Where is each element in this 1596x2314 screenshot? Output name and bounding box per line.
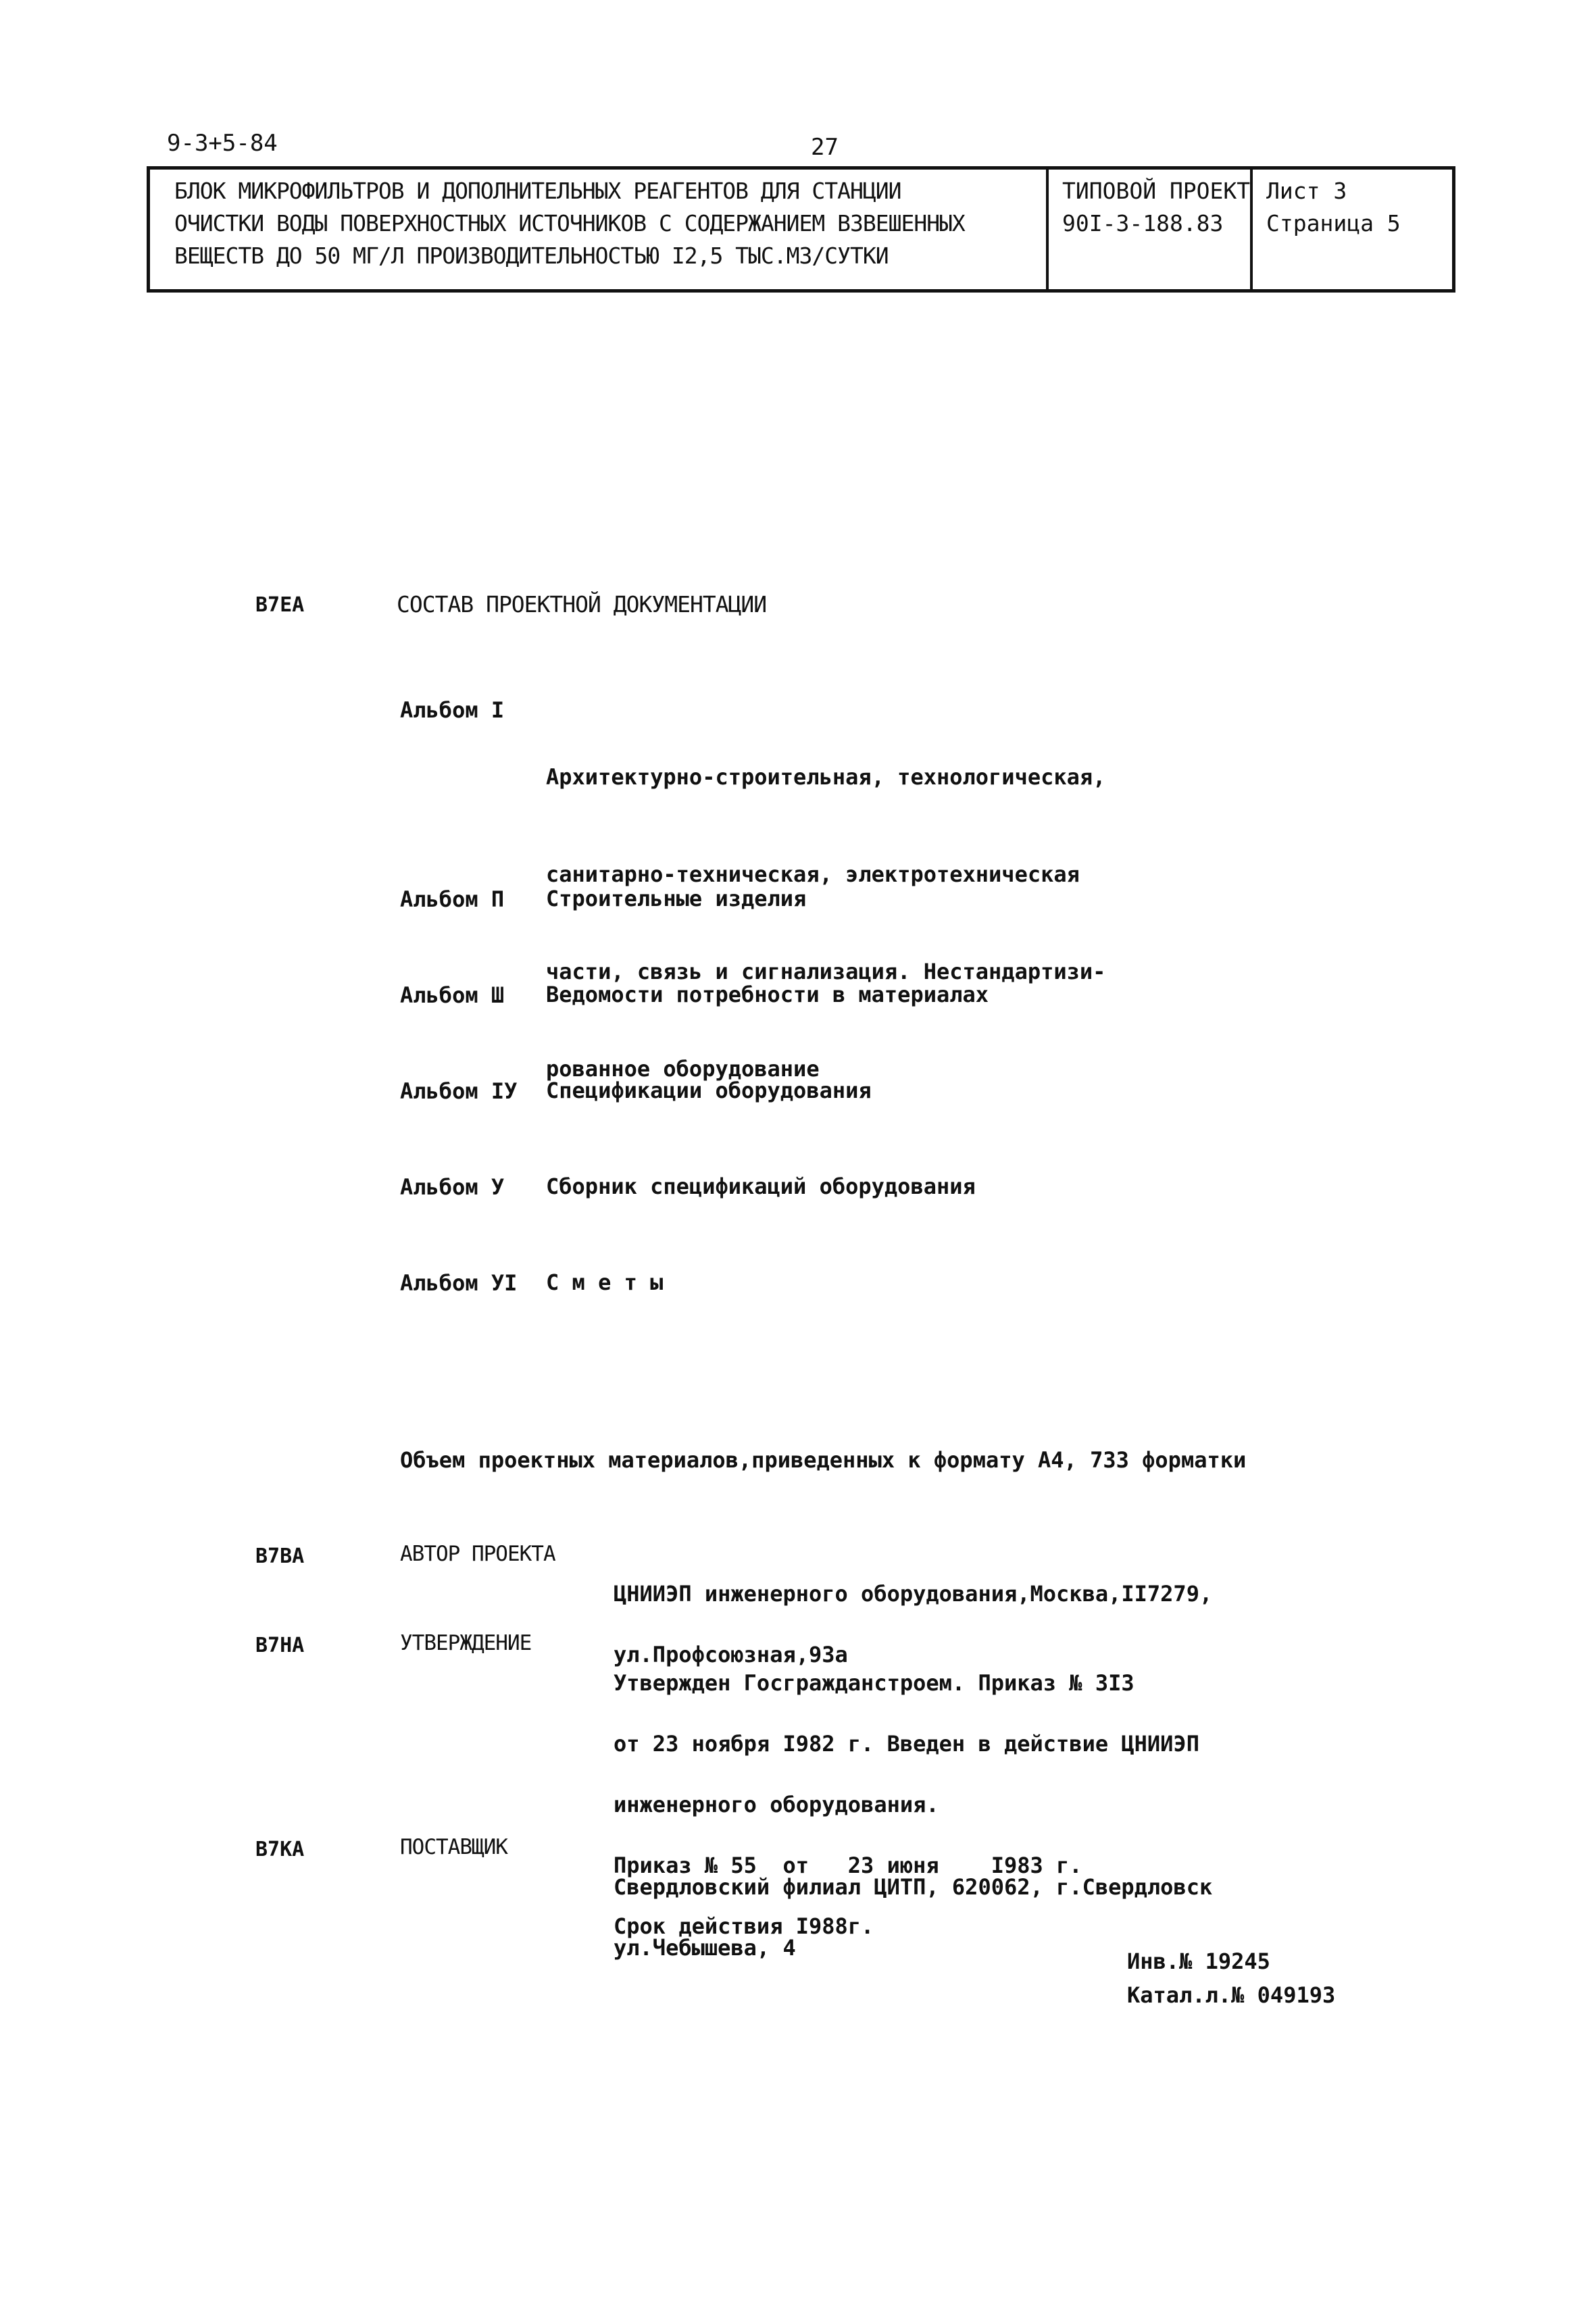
approval-line-5: Срок действия I988г. bbox=[614, 1913, 874, 1939]
sheet-label: Лист 3 bbox=[1266, 178, 1347, 204]
title-cell bbox=[150, 170, 1049, 289]
project-label: ТИПОВОЙ ПРОЕКТ bbox=[1062, 178, 1251, 204]
author-line-2: ул.Профсоюзная,93а bbox=[614, 1642, 848, 1667]
album-description-5: Сборник спецификаций оборудования bbox=[546, 1174, 976, 1199]
author-line-1: ЦНИИЭП инженерного оборудования,Москва,II7279, bbox=[614, 1581, 1213, 1607]
title-line-1: БЛОК МИКРОФИЛЬТРОВ И ДОПОЛНИТЕЛЬНЫХ РЕАГЕНТОВ ДЛЯ СТАНЦИИ bbox=[174, 178, 901, 204]
title-line-3: ВЕЩЕСТВ ДО 50 МГ/Л ПРОИЗВОДИТЕЛЬНОСТЬЮ I2,5 ТЫС.М3/СУТКИ bbox=[174, 243, 889, 269]
album-description-3: Ведомости потребности в материалах bbox=[546, 982, 989, 1007]
composition-code: В7ЕА bbox=[255, 593, 305, 617]
album-label-6: Альбом УI bbox=[400, 1270, 518, 1296]
supplier-line-1: Свердловский филиал ЦИТП, 620062, г.Свердловск bbox=[614, 1874, 1213, 1900]
approval-line-2: от 23 ноября I982 г. Введен в действие ЦНИИЭП bbox=[614, 1731, 1199, 1757]
inventory-number: Инв.№ 19245 bbox=[1127, 1948, 1270, 1974]
volume-statement: Объем проектных материалов,приведенных к формату А4, 733 форматки bbox=[400, 1447, 1247, 1473]
title-block bbox=[147, 166, 1455, 293]
album-label-1: Альбом I bbox=[400, 697, 505, 723]
page-number: 27 bbox=[811, 134, 839, 161]
author-code: В7ВА bbox=[255, 1544, 305, 1568]
album-label-2: Альбом П bbox=[400, 886, 505, 912]
supplier-text bbox=[614, 1836, 1212, 1978]
composition-heading: СОСТАВ ПРОЕКТНОЙ ДОКУМЕНТАЦИИ bbox=[397, 591, 767, 618]
supplier-code: В7КА bbox=[255, 1838, 305, 1861]
author-label: АВТОР ПРОЕКТА bbox=[400, 1542, 555, 1566]
album-1-line-1: Архитектурно-строительная, технологическая, bbox=[546, 764, 1106, 790]
project-number: 90I-3-188.83 bbox=[1062, 210, 1224, 236]
supplier-label: ПОСТАВЩИК bbox=[400, 1835, 507, 1859]
approval-code: В7НА bbox=[255, 1634, 305, 1657]
document-code: 9-3+5-84 bbox=[167, 130, 278, 157]
supplier-line-2: ул.Чебышева, 4 bbox=[614, 1935, 796, 1961]
album-description-2: Строительные изделия bbox=[546, 886, 807, 911]
project-cell bbox=[1049, 170, 1253, 289]
album-description-6: С м е т ы bbox=[546, 1269, 664, 1295]
approval-line-4: Приказ № 55 от 23 июня I983 г. bbox=[614, 1853, 1082, 1878]
album-description-4: Спецификации оборудования bbox=[546, 1078, 872, 1103]
sheet-cell bbox=[1253, 170, 1452, 289]
approval-line-3: инженерного оборудования. bbox=[614, 1792, 939, 1817]
album-1-line-3: части, связь и сигнализация. Нестандартизи- bbox=[546, 959, 1106, 984]
title-line-2: ОЧИСТКИ ВОДЫ ПОВЕРХНОСТНЫХ ИСТОЧНИКОВ С СОДЕРЖАНИЕМ ВЗВЕШЕННЫХ bbox=[174, 210, 965, 236]
album-label-4: Альбом IУ bbox=[400, 1078, 518, 1104]
album-label-3: Альбом Ш bbox=[400, 982, 505, 1008]
album-label-5: Альбом У bbox=[400, 1174, 505, 1200]
catalog-number: Катал.л.№ 049193 bbox=[1127, 1982, 1336, 2008]
album-1-line-4: рованное оборудование bbox=[546, 1056, 820, 1082]
approval-label: УТВЕРЖДЕНИЕ bbox=[400, 1631, 532, 1655]
page-label: Страница 5 bbox=[1266, 210, 1401, 236]
album-1-line-2: санитарно-техническая, электротехническая bbox=[546, 861, 1080, 887]
approval-line-1: Утвержден Госгражданстроем. Приказ № 3I3 bbox=[614, 1670, 1134, 1696]
